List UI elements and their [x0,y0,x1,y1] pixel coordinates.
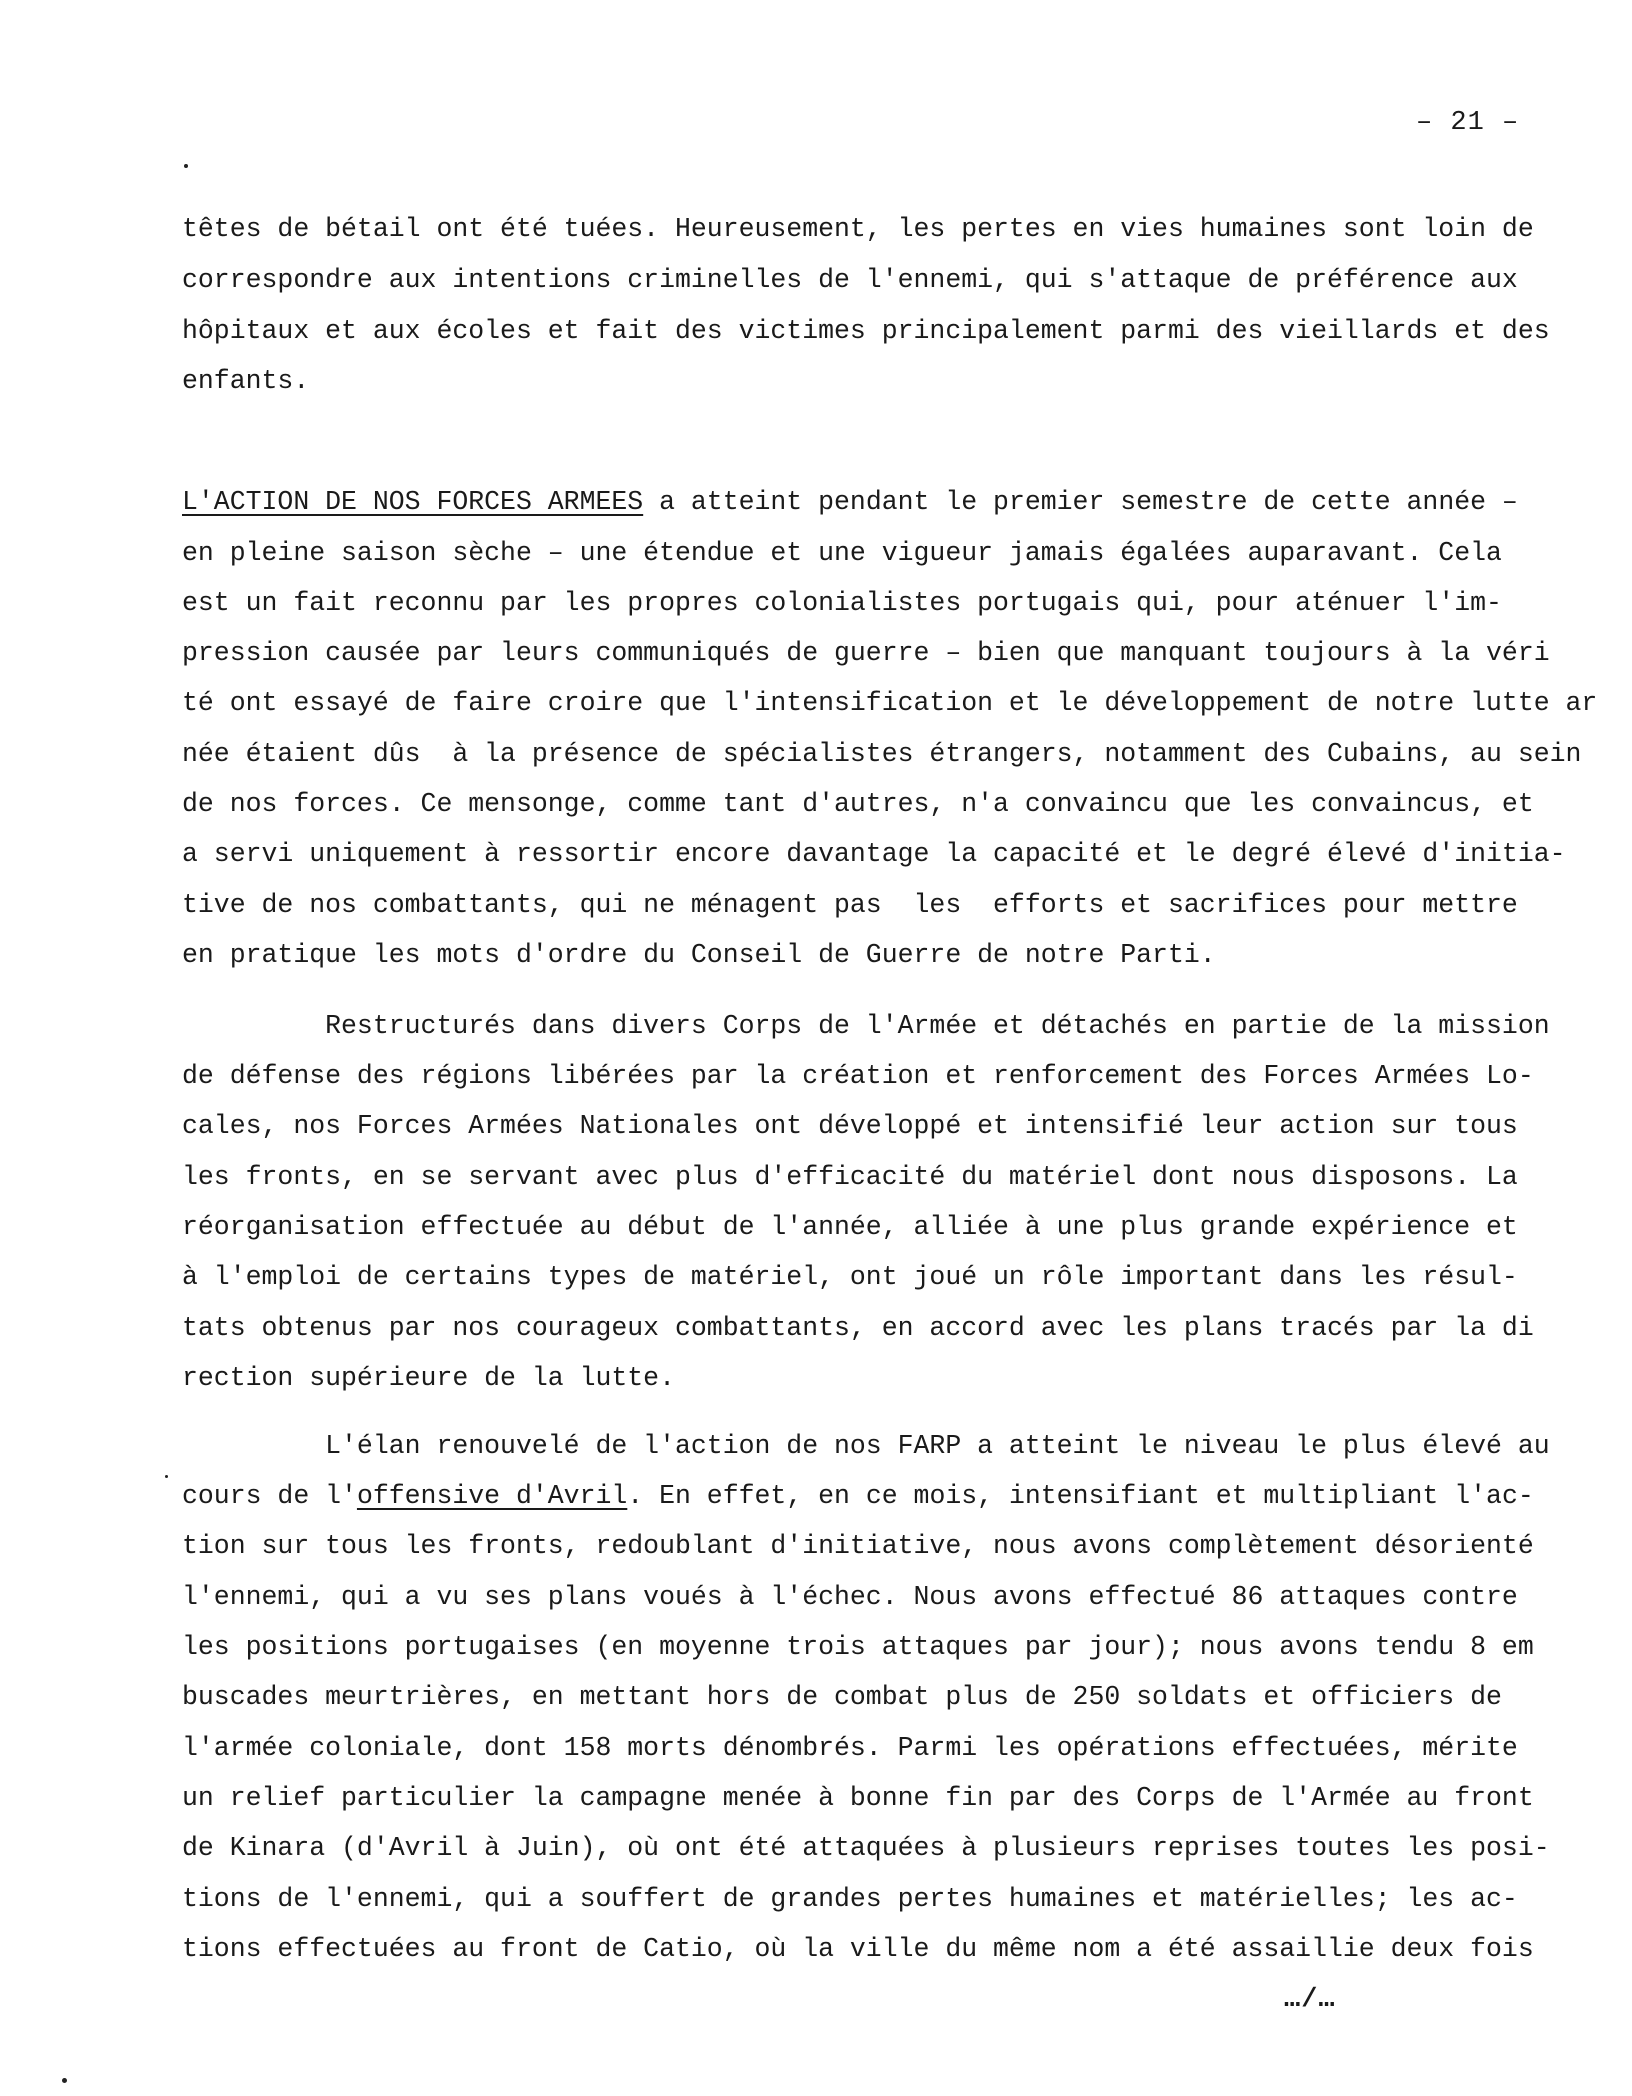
text-line: tions de l'ennemi, qui a souffert de grandes pertes humaines et matérielles; les ac- [182,1884,1518,1914]
text-line: un relief particulier la campagne menée à bonne fin par des Corps de l'Armée au front [182,1783,1534,1813]
text-line: tions effectuées au front de Catio, où la ville du même nom a été assaillie deux fois [182,1934,1534,1964]
offensive-avril-underlined: offensive d'Avril [356,1481,628,1511]
text-line: têtes de bétail ont été tuées. Heureusement, les pertes en vies humaines sont loin de [182,214,1534,244]
text-line: Restructurés dans divers Corps de l'Armée et détachés en partie de la mission [182,1011,1550,1041]
text-line: à l'emploi de certains types de matériel, ont joué un rôle important dans les résul- [182,1262,1518,1292]
text-line: les positions portugaises (en moyenne trois attaques par jour); nous avons tendu 8 em [182,1632,1534,1662]
section-heading: L'ACTION DE NOS FORCES ARMEES [182,487,644,517]
text-line: est un fait reconnu par les propres colonialistes portugais qui, pour aténuer l'im- [182,588,1502,618]
scan-speck [184,164,188,168]
text-line: de nos forces. Ce mensonge, comme tant d'autres, n'a convaincu que les convaincus, et [182,789,1534,819]
text-line: née étaient dûs à la présence de spécialistes étrangers, notamment des Cubains, au sein [182,739,1582,769]
text-line [182,1483,1534,1510]
text-line: tive de nos combattants, qui ne ménagent pas les efforts et sacrifices pour mettre [182,890,1518,920]
heading-line-rest: a atteint pendant le premier semestre de cette année – [643,487,1518,517]
text-fragment: . En effet, en ce mois, intensifiant et multipliant l'ac- [627,1481,1534,1511]
text-line: enfants. [182,366,310,396]
text-line: en pratique les mots d'ordre du Conseil de Guerre de notre Parti. [182,940,1216,970]
text-line: L'élan renouvelé de l'action de nos FARP a atteint le niveau le plus élevé au [182,1431,1550,1461]
continuation-mark: …/… [1284,1985,1336,2015]
text-line: tats obtenus par nos courageux combattants, en accord avec les plans tracés par la di [182,1313,1534,1343]
text-line: de défense des régions libérées par la création et renforcement des Forces Armées Lo- [182,1061,1534,1091]
text-line: l'ennemi, qui a vu ses plans voués à l'échec. Nous avons effectué 86 attaques contre [182,1582,1518,1612]
text-line: pression causée par leurs communiqués de guerre – bien que manquant toujours à la véri [182,638,1550,668]
text-line [182,489,1518,516]
text-fragment: cours de l' [182,1481,357,1511]
text-line: cales, nos Forces Armées Nationales ont développé et intensifié leur action sur tous [182,1111,1518,1141]
text-line: buscades meurtrières, en mettant hors de combat plus de 250 soldats et officiers de [182,1682,1502,1712]
text-line: tion sur tous les fronts, redoublant d'initiative, nous avons complètement désorienté [182,1531,1534,1561]
text-line: l'armée coloniale, dont 158 morts dénombrés. Parmi les opérations effectuées, mérite [182,1733,1518,1763]
text-line: a servi uniquement à ressortir encore davantage la capacité et le degré élevé d'initia- [182,839,1566,869]
scan-speck [62,2078,67,2083]
text-line: de Kinara (d'Avril à Juin), où ont été attaquées à plusieurs reprises toutes les posi- [182,1833,1550,1863]
text-line: en pleine saison sèche – une étendue et une vigueur jamais égalées auparavant. Cela [182,538,1502,568]
text-line: rection supérieure de la lutte. [182,1363,675,1393]
page-number: – 21 – [1416,108,1520,138]
scan-speck [165,1475,168,1478]
text-line: les fronts, en se servant avec plus d'efficacité du matériel dont nous disposons. La [182,1162,1518,1192]
text-line: réorganisation effectuée au début de l'année, alliée à une plus grande expérience et [182,1212,1518,1242]
text-line: hôpitaux et aux écoles et fait des victimes principalement parmi des vieillards et des [182,316,1550,346]
text-line: correspondre aux intentions criminelles de l'ennemi, qui s'attaque de préférence aux [182,265,1518,295]
text-line: té ont essayé de faire croire que l'intensification et le développement de notre lutte ar [182,688,1598,718]
